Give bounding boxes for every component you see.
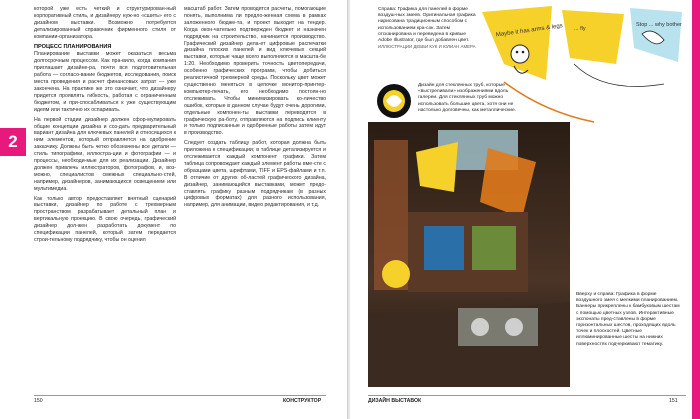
kite-illustrations	[474, 4, 686, 136]
cartoon-figure	[511, 45, 529, 63]
yellow-kite	[482, 6, 552, 80]
paragraph: На первой стадии дизайнер должен сфор-мулировать общие концепции дизайна и соз-дать предварительный вариант дизайна для ключевых панелей и относящихся к ним элементов, который отправляется на одобрение заказчику. Должны быть четко обозначены все детали — стиль типографики, иллюстра-ции и фотографии — и процессы, необходи-мые для их реализации. Дизайнер должен привлечь иллюстраторов, фотографов, и, воз-можно, специалистов смежных специально-стей, например, дизайнеров, занимающихся освещением или мультимедиа.	[34, 116, 176, 192]
paragraph: Следует создать таблицу работ, которая должна быть приложена к спецификации; в таблице детализируется и отслеживается каждый компонент графики. Затем таблица сопровождает каждый элемент работы вме-сте с образцами цвета, шрифтами, TIFF и EPS-файлами и т.п. В отличие от других об-ластей графического дизайна, дизайнер, занимающийся выставками, может предо-ставлять графику разным подрядчикам (в разных цифровых форматах) для разного использования, например, для анимации, видео редактирования, и т.д.	[184, 140, 326, 209]
left-column-1	[34, 6, 176, 247]
running-footer: ДИЗАЙН ВЫСТАВОК	[368, 398, 422, 404]
yellow-kite-2	[562, 10, 624, 64]
kite-blue-text: Stop ... why bother	[636, 22, 682, 28]
footer-rule	[34, 395, 326, 396]
chapter-tab: 2	[0, 128, 26, 156]
page-number: 150	[34, 398, 43, 404]
paragraph: Как только автор предоставляет внятный сценарий выставки, дизайнер по работе с трехмерным пространством разрабатывает детальный план и вертикальную проекцию. В свою очередь, графический дизайнер дол-жен разработать документ по спецификации панелей, который затем передается строи-тельному подрядчику, чтобы он оценил	[34, 195, 176, 243]
paragraph-intro: которой уже есть четкий и структурирован-ный корпоративный стиль, и дизайнеру нуж-но «сшить» его с дизайном выставки. Возможно потребуется детализированный справочник фирменного стиля от компании-организатора.	[34, 6, 176, 40]
page-number: 151	[669, 398, 678, 404]
accent-edge	[692, 0, 700, 419]
exhibition-photo	[368, 122, 570, 387]
left-page	[0, 0, 348, 419]
section-heading: ПРОЦЕСС ПЛАНИРОВАНИЯ	[34, 43, 112, 50]
paragraph: Планирование выставки может оказаться весьма долгосрочным процессом. Как пра-вило, когда компания приглашает дизайне-ра, почти вся подготовительная работа — согласо-вание бюджетов, исследования, поиск места проведения и расчет финансовых затрат — уже закончена. На практике же это означает, что дизайнеру придется проявлять гибкость, работая с ограниченным бюджетом, и при-спосабливаться к уже существующим идеям или тактично их оспаривать.	[34, 51, 176, 113]
credit-text: ИЛЛЮСТРАЦИИ ДЕББИ КУК И ЮЛИАН АМЕРА	[378, 44, 476, 50]
right-page	[350, 0, 700, 419]
paragraph: масштаб работ. Затем проводятся расчеты, помогающие понять, выполнима ли предло-женная схема в рамках заложенного бюдже-та, и проект выходит на тендер. Когда окон-чательно подтвержден бюджет и назначен подрядчик на строительство, начинается производство. Графический дизайнер дела-ет цифровые распечатки дизайна плоских панелей и вид ключевых секций выставки, которые чаще всего выполняются в масшта-бе 1:20. Необходимо проверить точность цветопередачи, особенно графических программ, чтобы добиться реалистичной трехмерной среды. Поскольку цвет может существенно меняться в цепочке монитор-принтер-компьютер-печать, его необходимо постоян-но отслеживать. Чтобы минимизировать ко-личество ошибок, которые в данном случае будут очень дорогими, отдельные компонен-ты выставки переводятся в графическую ра-боту, отправляются на подпись клиенту и только подписанные и одобренные работы затем идут в производство.	[184, 6, 326, 137]
caption-top	[378, 7, 480, 50]
tube-illustration	[374, 82, 414, 120]
kite-white-text: ... fly	[574, 26, 586, 32]
kite-yellow-text: Maybe it has arms & legs	[495, 23, 564, 39]
caption-middle: Дизайн для стеклянных труб, которые «выстреливали» изображениями вдоль галереи. Для стеклянных труб можно использовать большие цвета, хотя они не настолько долговечны, как металлические.	[418, 83, 517, 113]
running-footer: КОНСТРУКТОР	[283, 398, 322, 404]
caption-bottom: Вверху и справа: Графика в форме воздушного змея с мелкими планированием. Баннеры прикреплены к бамбуковым шестам с помощью цветных узлов. Интерактивные экспонаты пред-ставлены в форме горизонтальных шестов, проходящих вдоль точек и плоскостей. Цветные иллюминированные шесты на нижних поверхностях подчеркивают тематику.	[576, 292, 680, 347]
caption-text: Справа: Графика для панелей в форме воздуш-ных змеев. Оригинальная графика нарисована традиционным способом с использованием кра-сок. Затем отсканирована и переведена в кривые Adobe Illustrator, где был добавлен цвет.	[378, 7, 476, 44]
left-column-2	[184, 6, 326, 212]
footer-rule	[368, 395, 686, 396]
